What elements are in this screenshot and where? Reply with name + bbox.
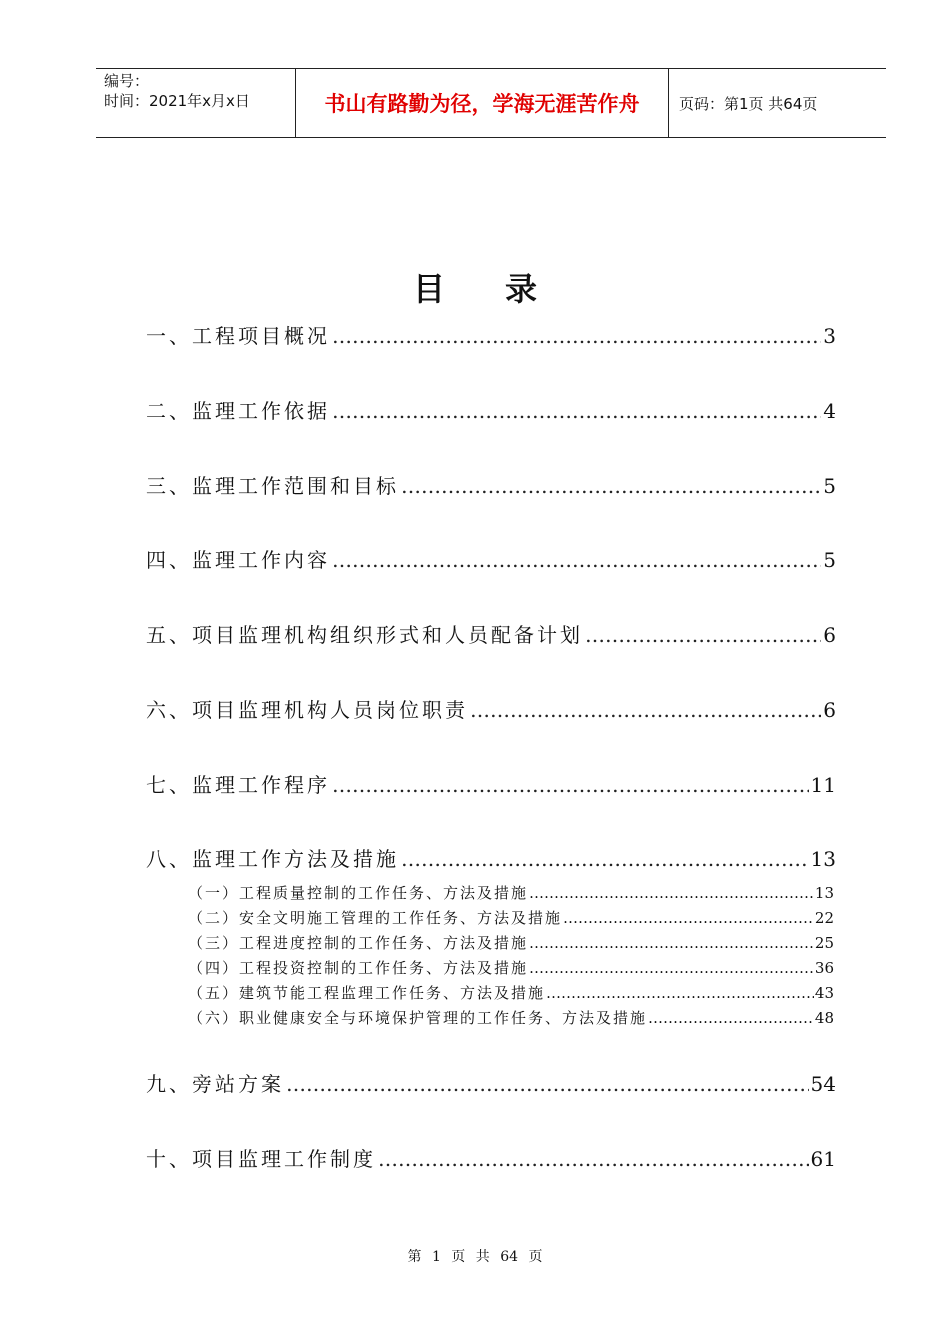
toc-subentry[interactable] bbox=[188, 882, 834, 903]
toc-leader bbox=[529, 959, 814, 977]
toc-leader bbox=[286, 1072, 809, 1096]
toc-page: 5 bbox=[823, 548, 836, 572]
toc-entry[interactable] bbox=[146, 1068, 836, 1097]
toc-page: 3 bbox=[823, 324, 836, 348]
toc-leader bbox=[585, 623, 821, 647]
toc-subpage: 25 bbox=[814, 934, 834, 952]
toc-label: 三、监理工作范围和目标 bbox=[146, 474, 399, 498]
toc-entry[interactable] bbox=[146, 320, 836, 349]
toc-leader bbox=[563, 909, 814, 927]
page-footer: 第 1 页 共 64 页 bbox=[407, 1249, 543, 1265]
toc-label: 二、监理工作依据 bbox=[146, 399, 330, 423]
toc-entry[interactable] bbox=[146, 619, 836, 648]
toc-label: 八、监理工作方法及措施 bbox=[146, 847, 399, 871]
header-meta bbox=[96, 69, 296, 137]
toc-sublabel: （五）建筑节能工程监理工作任务、方法及措施 bbox=[188, 984, 546, 1002]
toc-page: 61 bbox=[810, 1147, 836, 1171]
toc-subentry[interactable] bbox=[188, 1007, 834, 1028]
toc-sublabel: （六）职业健康安全与环境保护管理的工作任务、方法及措施 bbox=[188, 1009, 648, 1027]
toc-entry[interactable] bbox=[146, 544, 836, 573]
toc-page: 13 bbox=[810, 847, 836, 871]
toc-leader bbox=[378, 1147, 809, 1171]
toc-sublabel: （二）安全文明施工管理的工作任务、方法及措施 bbox=[188, 909, 563, 927]
toc-label: 六、项目监理机构人员岗位职责 bbox=[146, 698, 468, 722]
toc-entry[interactable] bbox=[146, 470, 836, 499]
toc-page: 6 bbox=[823, 698, 836, 722]
toc-leader bbox=[470, 698, 821, 722]
toc-entry[interactable] bbox=[146, 769, 836, 798]
toc-leader bbox=[529, 934, 814, 952]
toc-page: 4 bbox=[823, 399, 836, 423]
toc-page: 5 bbox=[823, 474, 836, 498]
toc-subentry[interactable] bbox=[188, 932, 834, 953]
toc-leader bbox=[648, 1009, 814, 1027]
toc-leader bbox=[332, 324, 821, 348]
number-label: 编号： bbox=[104, 72, 150, 90]
toc-page: 11 bbox=[810, 773, 836, 797]
toc-subentry[interactable] bbox=[188, 907, 834, 928]
toc-leader bbox=[401, 847, 809, 871]
toc-label: 五、项目监理机构组织形式和人员配备计划 bbox=[146, 623, 583, 647]
toc-subpage: 22 bbox=[814, 909, 834, 927]
header-page-info: 页码：第1页 共64页 bbox=[679, 94, 818, 113]
header-motto: 书山有路勤为径，学海无涯苦作舟 bbox=[296, 69, 669, 137]
toc-leader bbox=[401, 474, 821, 498]
toc-page: 6 bbox=[823, 623, 836, 647]
toc-label: 九、旁站方案 bbox=[146, 1072, 284, 1096]
toc-label: 十、项目监理工作制度 bbox=[146, 1147, 376, 1171]
toc-entry[interactable] bbox=[146, 1143, 836, 1172]
toc-subentry[interactable] bbox=[188, 957, 834, 978]
toc-label: 一、工程项目概况 bbox=[146, 324, 330, 348]
toc-leader bbox=[546, 984, 814, 1002]
toc-sublabel: （三）工程进度控制的工作任务、方法及措施 bbox=[188, 934, 529, 952]
page-header bbox=[96, 68, 886, 138]
toc-sublabel: （四）工程投资控制的工作任务、方法及措施 bbox=[188, 959, 529, 977]
toc-subpage: 43 bbox=[814, 984, 834, 1002]
page-title: 目录 bbox=[412, 270, 597, 308]
toc-leader bbox=[529, 884, 814, 902]
toc-subpage: 36 bbox=[814, 959, 834, 977]
toc-entry[interactable] bbox=[146, 694, 836, 723]
toc-page: 54 bbox=[810, 1072, 836, 1096]
toc-leader bbox=[332, 399, 821, 423]
toc-entry[interactable] bbox=[146, 395, 836, 424]
time-label: 时间：2021年x月x日 bbox=[104, 92, 250, 110]
toc-entry[interactable] bbox=[146, 843, 836, 872]
toc-label: 四、监理工作内容 bbox=[146, 548, 330, 572]
toc-leader bbox=[332, 548, 821, 572]
toc-leader bbox=[332, 773, 809, 797]
toc-subpage: 13 bbox=[814, 884, 834, 902]
toc-subpage: 48 bbox=[814, 1009, 834, 1027]
toc-label: 七、监理工作程序 bbox=[146, 773, 330, 797]
toc-sublabel: （一）工程质量控制的工作任务、方法及措施 bbox=[188, 884, 529, 902]
toc-subentry[interactable] bbox=[188, 982, 834, 1003]
